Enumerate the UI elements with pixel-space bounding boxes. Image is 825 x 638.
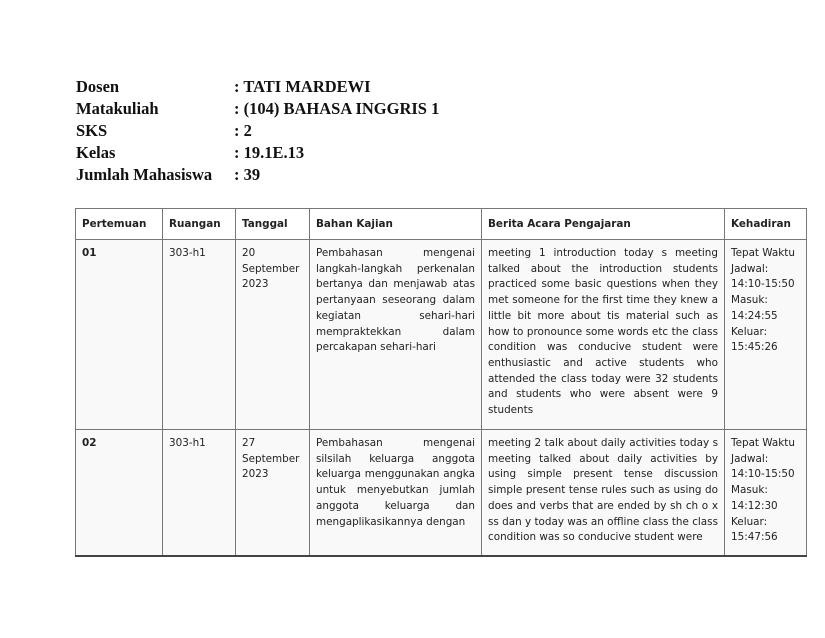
cell-bahan-kajian-text: Pembahasan mengenai silsilah keluarga anggota keluarga menggunakan angka untuk menyebutkan jumlah anggota keluarga dan mengaplikasikannya dengan (316, 437, 475, 528)
header-row-dosen (76, 76, 439, 98)
header-label: Jumlah Mahasiswa (76, 165, 213, 184)
column-header-berita-acara: Berita Acara Pengajaran (482, 209, 725, 240)
cell-berita-acara (482, 430, 725, 556)
attendance-table (75, 208, 807, 557)
cell-pertemuan: 02 (76, 430, 163, 556)
header-label: Matakuliah (76, 99, 159, 118)
cell-berita-acara: meeting 1 introduction today s meeting talked about the introduction students practiced some basic questions when they met someone for the first time they knew a little bit more about tis material such as how to pronounce some words etc the class condition was conducive student were enthusiastic and active students who attended the class today were 32 students and students who were absent were 9 students (482, 240, 725, 430)
header-label: SKS (76, 121, 108, 140)
header-value: : 39 (234, 165, 261, 184)
header-value: : TATI MARDEWI (234, 77, 371, 96)
header-row-jumlah-mahasiswa (76, 164, 439, 186)
column-header-tanggal: Tanggal (236, 209, 310, 240)
header-row-kelas (76, 142, 439, 164)
cell-bahan-kajian (310, 430, 482, 556)
column-header-bahan-kajian: Bahan Kajian (310, 209, 482, 240)
cell-tanggal: 20 September 2023 (236, 240, 310, 430)
table-row (76, 240, 807, 430)
header-value: : (104) BAHASA INGGRIS 1 (234, 99, 440, 118)
header-row-sks (76, 120, 439, 142)
header-value: : 19.1E.13 (234, 143, 305, 162)
cell-tanggal: 27 September 2023 (236, 430, 310, 556)
header-row-matakuliah (76, 98, 439, 120)
column-header-pertemuan: Pertemuan (76, 209, 163, 240)
header-label: Kelas (76, 143, 116, 162)
column-header-ruangan: Ruangan (163, 209, 236, 240)
table-header-row (76, 209, 807, 240)
cell-ruangan: 303-h1 (163, 430, 236, 556)
cell-kehadiran: Tepat Waktu Jadwal: 14:10-15:50 Masuk: 14:24:55 Keluar: 15:45:26 (725, 240, 807, 430)
cell-bahan-kajian: Pembahasan mengenai langkah-langkah perkenalan bertanya dan menjawab atas pertanyaan seseorang dalam kegiatan sehari-hari mempraktekkan dalam percakapan sehari-hari (310, 240, 482, 430)
cell-pertemuan: 01 (76, 240, 163, 430)
course-header (76, 76, 439, 186)
cell-berita-acara-text: meeting 2 talk about daily activities today s meeting talked about daily activities by using simple present tense discussion simple present tense rules such as using do does and verbs that are ended by sh ch o x ss dan y today was an offline class the class condition was so conducive student were (488, 437, 718, 544)
header-label: Dosen (76, 77, 120, 96)
cell-ruangan: 303-h1 (163, 240, 236, 430)
header-value: : 2 (234, 121, 252, 140)
column-header-kehadiran: Kehadiran (725, 209, 807, 240)
cell-kehadiran: Tepat Waktu Jadwal: 14:10-15:50 Masuk: 14:12:30 Keluar: 15:47:56 (725, 430, 807, 556)
table-row (76, 430, 807, 556)
